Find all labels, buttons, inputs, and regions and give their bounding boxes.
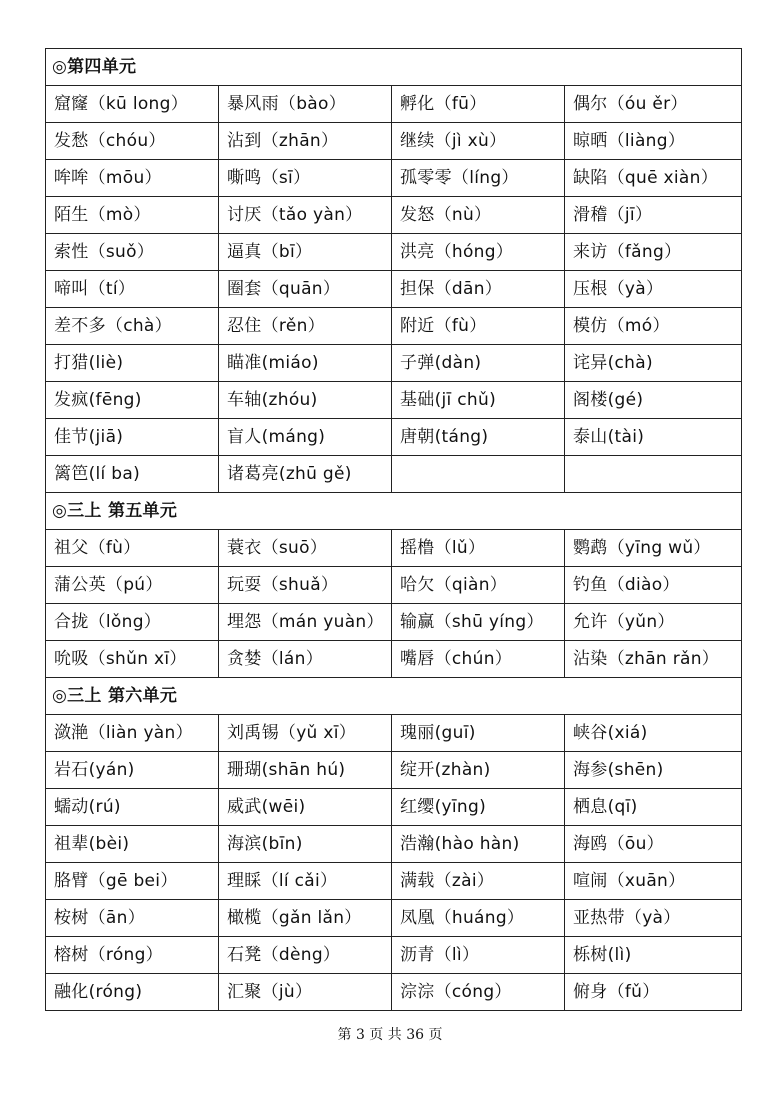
vocab-row <box>46 900 742 937</box>
section-heading-row <box>46 49 742 86</box>
vocab-cell: 绽开(zhàn) <box>392 752 565 789</box>
vocab-row <box>46 641 742 678</box>
vocab-cell: 淙淙（cóng） <box>392 974 565 1011</box>
vocab-cell: 融化(róng) <box>46 974 219 1011</box>
vocab-cell: 珊瑚(shān hú) <box>219 752 392 789</box>
vocab-cell: 刘禹锡（yǔ xī） <box>219 715 392 752</box>
vocab-cell: 威武(wēi) <box>219 789 392 826</box>
vocab-row <box>46 271 742 308</box>
vocab-cell: 贪婪（lán） <box>219 641 392 678</box>
vocab-row <box>46 345 742 382</box>
vocab-cell: 摇橹（lǔ） <box>392 530 565 567</box>
vocab-cell: 理睬（lí cǎi） <box>219 863 392 900</box>
section-heading: ◎三上 第六单元 <box>46 678 742 715</box>
vocab-cell: 汇聚（jù） <box>219 974 392 1011</box>
vocab-cell: 盲人(máng) <box>219 419 392 456</box>
vocab-row <box>46 752 742 789</box>
vocab-cell: 钓鱼（diào） <box>565 567 742 604</box>
vocab-cell: 蓑衣（suō） <box>219 530 392 567</box>
vocab-cell: 窟窿（kū long） <box>46 86 219 123</box>
vocab-cell: 沾染（zhān rǎn） <box>565 641 742 678</box>
vocab-cell: 榕树（róng） <box>46 937 219 974</box>
vocab-cell: 陌生（mò） <box>46 197 219 234</box>
vocab-cell: 嘴唇（chún） <box>392 641 565 678</box>
vocab-cell: 蒲公英（pú） <box>46 567 219 604</box>
vocab-cell: 诧异(chà) <box>565 345 742 382</box>
vocab-cell: 压根（yà） <box>565 271 742 308</box>
vocab-cell: 晾晒（liàng） <box>565 123 742 160</box>
vocab-row <box>46 234 742 271</box>
vocab-cell: 峡谷(xiá) <box>565 715 742 752</box>
vocab-cell: 讨厌（tǎo yàn） <box>219 197 392 234</box>
vocabulary-table <box>45 48 742 1011</box>
vocab-row <box>46 382 742 419</box>
vocab-cell: 阁楼(gé) <box>565 382 742 419</box>
vocab-cell: 祖辈(bèi) <box>46 826 219 863</box>
vocab-row <box>46 456 742 493</box>
vocab-cell: 子弹(dàn) <box>392 345 565 382</box>
vocab-cell: 埋怨（mán yuàn） <box>219 604 392 641</box>
vocab-cell: 合拢（lǒng） <box>46 604 219 641</box>
vocab-cell: 继续（jì xù） <box>392 123 565 160</box>
vocab-cell: 佳节(jiā) <box>46 419 219 456</box>
vocab-cell: 逼真（bī） <box>219 234 392 271</box>
vocab-row <box>46 160 742 197</box>
vocab-cell: 吮吸（shǔn xī） <box>46 641 219 678</box>
vocab-cell: 祖父（fù） <box>46 530 219 567</box>
vocab-cell: 哈欠（qiàn） <box>392 567 565 604</box>
vocab-cell: 沥青（lì） <box>392 937 565 974</box>
vocab-cell: 允许（yǔn） <box>565 604 742 641</box>
vocab-cell: 红缨(yīng) <box>392 789 565 826</box>
vocab-cell: 海鸥（ōu） <box>565 826 742 863</box>
vocab-cell: 橄榄（gǎn lǎn） <box>219 900 392 937</box>
vocab-cell: 忍住（rěn） <box>219 308 392 345</box>
vocab-cell: 发怒（nù） <box>392 197 565 234</box>
vocab-cell: 打猎(liè) <box>46 345 219 382</box>
vocab-cell: 沾到（zhān） <box>219 123 392 160</box>
vocab-cell: 桉树（ān） <box>46 900 219 937</box>
vocab-cell: 亚热带（yà） <box>565 900 742 937</box>
vocab-row <box>46 123 742 160</box>
vocab-cell <box>565 456 742 493</box>
vocab-cell: 担保（dān） <box>392 271 565 308</box>
vocab-row <box>46 197 742 234</box>
vocab-cell: 哞哞（mōu） <box>46 160 219 197</box>
vocab-cell: 基础(jī chǔ) <box>392 382 565 419</box>
vocab-row <box>46 974 742 1011</box>
vocab-cell: 凤凰（huáng） <box>392 900 565 937</box>
vocab-cell: 暴风雨（bào） <box>219 86 392 123</box>
vocab-cell <box>392 456 565 493</box>
vocab-cell: 栖息(qī) <box>565 789 742 826</box>
vocab-cell: 孵化（fū） <box>392 86 565 123</box>
vocab-cell: 差不多（chà） <box>46 308 219 345</box>
vocab-cell: 洪亮（hóng） <box>392 234 565 271</box>
vocab-cell: 石凳（dèng） <box>219 937 392 974</box>
section-heading: ◎三上 第五单元 <box>46 493 742 530</box>
vocab-cell: 胳臂（gē bei） <box>46 863 219 900</box>
vocab-cell: 篱笆(lí ba) <box>46 456 219 493</box>
vocab-cell: 栎树(lì) <box>565 937 742 974</box>
vocab-cell: 嘶鸣（sī） <box>219 160 392 197</box>
vocab-cell: 圈套（quān） <box>219 271 392 308</box>
vocab-cell: 来访（fǎng） <box>565 234 742 271</box>
vocab-cell: 俯身（fǔ） <box>565 974 742 1011</box>
vocab-row <box>46 604 742 641</box>
page-footer: 第 3 页 共 36 页 <box>337 1027 443 1043</box>
vocab-row <box>46 937 742 974</box>
vocab-cell: 海参(shēn) <box>565 752 742 789</box>
vocab-cell: 鹦鹉（yīng wǔ） <box>565 530 742 567</box>
vocab-row <box>46 86 742 123</box>
vocab-cell: 满载（zài） <box>392 863 565 900</box>
vocab-cell: 偶尔（óu ěr） <box>565 86 742 123</box>
vocab-row <box>46 308 742 345</box>
vocab-cell: 蠕动(rú) <box>46 789 219 826</box>
vocab-cell: 孤零零（líng） <box>392 160 565 197</box>
vocab-row <box>46 530 742 567</box>
vocab-row <box>46 567 742 604</box>
section-heading: ◎第四单元 <box>46 49 742 86</box>
vocab-cell: 瑰丽(guī) <box>392 715 565 752</box>
vocab-cell: 唐朝(táng) <box>392 419 565 456</box>
vocab-cell: 啼叫（tí） <box>46 271 219 308</box>
vocab-row <box>46 419 742 456</box>
vocab-cell: 发疯(fēng) <box>46 382 219 419</box>
vocab-row <box>46 789 742 826</box>
vocab-cell: 输赢（shū yíng） <box>392 604 565 641</box>
vocab-cell: 索性（suǒ） <box>46 234 219 271</box>
vocab-cell: 滑稽（jī） <box>565 197 742 234</box>
vocab-cell: 浩瀚(hào hàn) <box>392 826 565 863</box>
section-heading-row <box>46 678 742 715</box>
vocab-row <box>46 826 742 863</box>
section-heading-row <box>46 493 742 530</box>
vocab-cell: 喧闹（xuān） <box>565 863 742 900</box>
vocab-cell: 缺陷（quē xiàn） <box>565 160 742 197</box>
vocab-cell: 附近（fù） <box>392 308 565 345</box>
vocab-cell: 瞄准(miáo) <box>219 345 392 382</box>
vocab-cell: 车轴(zhóu) <box>219 382 392 419</box>
vocab-row <box>46 715 742 752</box>
vocab-cell: 泰山(tài) <box>565 419 742 456</box>
vocab-cell: 岩石(yán) <box>46 752 219 789</box>
vocab-cell: 玩耍（shuǎ） <box>219 567 392 604</box>
vocab-cell: 诸葛亮(zhū gě) <box>219 456 392 493</box>
vocab-cell: 潋滟（liàn yàn） <box>46 715 219 752</box>
vocabulary-table-body <box>46 49 742 1011</box>
vocab-cell: 发愁（chóu） <box>46 123 219 160</box>
vocab-row <box>46 863 742 900</box>
vocab-cell: 海滨(bīn) <box>219 826 392 863</box>
vocab-cell: 模仿（mó） <box>565 308 742 345</box>
